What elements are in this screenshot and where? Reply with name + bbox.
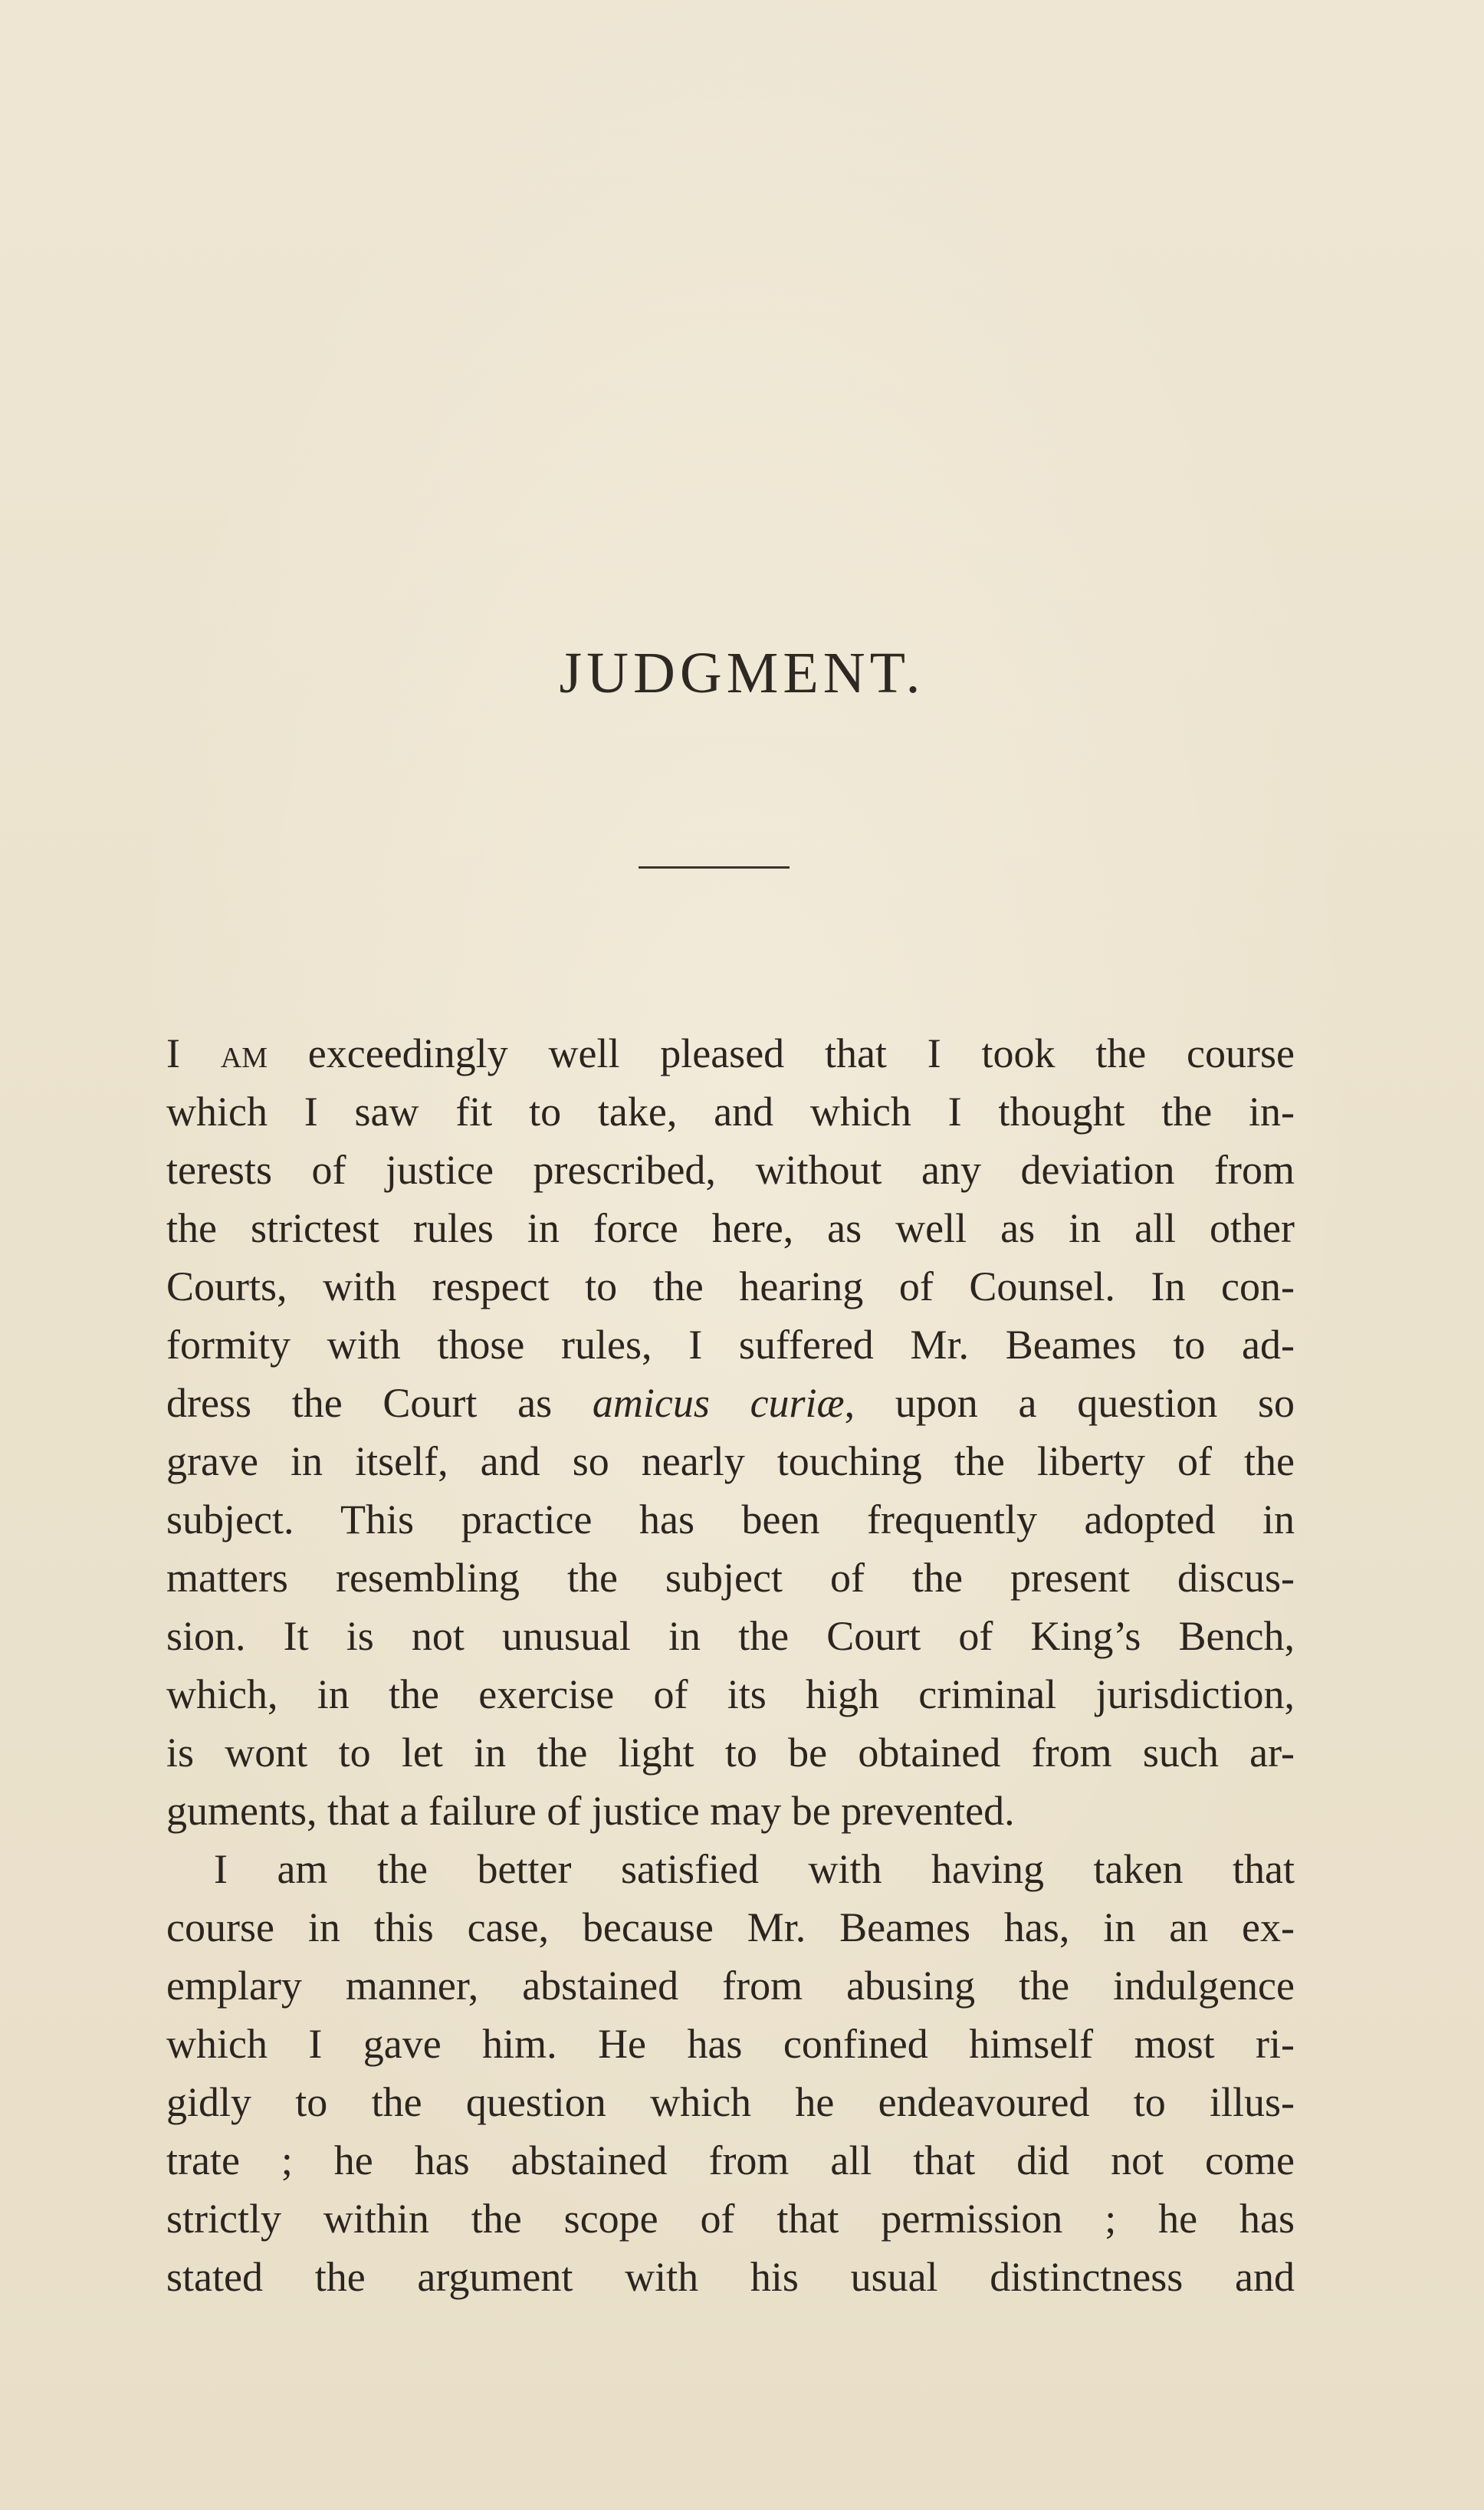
- latin-phrase: amicus curiæ: [592, 1380, 845, 1426]
- body-text: [166, 1024, 1295, 2306]
- text-line: is wont to let in the light to be obtained from such ar-: [166, 1730, 1295, 1776]
- text-line: subject. This practice has been frequently adopted in: [166, 1496, 1295, 1542]
- text-line: sion. It is not unusual in the Court of King’s Bench,: [166, 1613, 1295, 1659]
- text-line: Courts, with respect to the hearing of Counsel. In con-: [166, 1263, 1295, 1309]
- text-line: terests of justice prescribed, without any deviation from: [166, 1147, 1295, 1193]
- text-line: guments, that a failure of justice may be prevented.: [166, 1788, 1015, 1834]
- text-line: trate ; he has abstained from all that did not come: [166, 2137, 1295, 2183]
- text-line: gidly to the question which he endeavoured to illus-: [166, 2079, 1295, 2125]
- text-line: I am exceedingly well pleased that I took the course: [166, 1030, 1295, 1076]
- text-line: strictly within the scope of that permission ; he has: [166, 2196, 1295, 2242]
- text-line: which I gave him. He has confined himself most ri-: [166, 2021, 1295, 2067]
- text-line: emplary manner, abstained from abusing the indulgence: [166, 1963, 1295, 2009]
- text-line: the strictest rules in force here, as well as in all other: [166, 1205, 1295, 1251]
- text-line: formity with those rules, I suffered Mr. Beames to ad-: [166, 1322, 1295, 1368]
- text-line: I am the better satisfied with having taken that: [214, 1846, 1295, 1892]
- opening-small-caps: I am: [166, 1030, 268, 1076]
- text-line: grave in itself, and so nearly touching the liberty of the: [166, 1438, 1295, 1484]
- text-line: matters resembling the subject of the present discus-: [166, 1555, 1295, 1601]
- text-line: dress the Court as amicus curiæ, upon a question so: [166, 1380, 1295, 1426]
- page-heading: JUDGMENT.: [559, 641, 925, 705]
- text-line: which, in the exercise of its high criminal jurisdiction,: [166, 1671, 1295, 1717]
- text-line: stated the argument with his usual distinctness and: [166, 2254, 1295, 2300]
- heading-divider-rule: [639, 866, 790, 869]
- text-line: course in this case, because Mr. Beames has, in an ex-: [166, 1904, 1295, 1950]
- text-line: which I saw fit to take, and which I thought the in-: [166, 1089, 1295, 1135]
